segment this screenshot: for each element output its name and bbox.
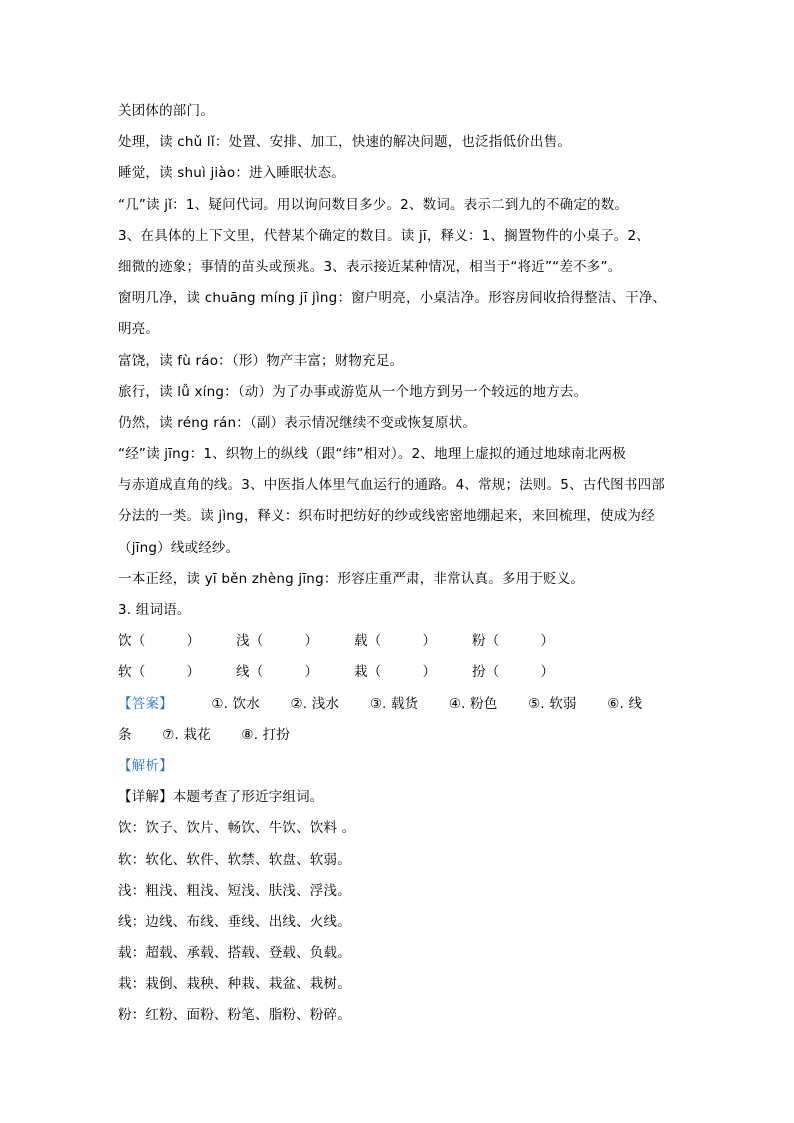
paragraph: 仍然，读 réng rán：（副）表示情况继续不变或恢复原状。 xyxy=(118,414,477,431)
paragraph: 与赤道成直角的线。3、中医指人体里气血运行的通路。4、常规；法则。5、古代图书四部 xyxy=(118,477,665,494)
analysis-detail: 【详解】本题考查了形近字组词。 xyxy=(118,789,324,806)
question-row-1 xyxy=(118,626,678,657)
paragraph: 富饶，读 fù ráo：（形）物产丰富；财物充足。 xyxy=(118,352,404,369)
answer-item: ④. 粉色 xyxy=(448,695,498,712)
paragraph: 细微的迹象；事情的苗头或预兆。3、表示接近某种情况，相当于“将近”“差不多”。 xyxy=(118,258,622,275)
paragraph: 旅行，读 lǚ xíng：（动）为了办事或游览从一个地方到另一个较远的地方去。 xyxy=(118,383,588,400)
blank-item: 栽（ ） xyxy=(354,664,437,681)
paragraph: 一本正经，读 yī běn zhèng jīng：形容庄重严肃，非常认真。多用于贬义。 xyxy=(118,570,585,587)
paragraph: 关团体的部门。 xyxy=(118,103,214,119)
word-group-item: 载：超载、承载、搭载、登载、负载。 xyxy=(118,945,351,962)
question-title: 3. 组词语。 xyxy=(118,602,191,618)
blank-item: 浅（ ） xyxy=(236,633,319,650)
answer-line-2 xyxy=(118,720,678,751)
word-group-item: 软：软化、软件、软禁、软盘、软弱。 xyxy=(118,851,351,868)
word-group-item: 浅：粗浅、粗浅、短浅、肤浅、浮浅。 xyxy=(118,882,351,899)
word-group-item: 粉：红粉、面粉、粉笔、脂粉、粉碎。 xyxy=(118,1007,351,1024)
answer-item: 条 xyxy=(118,726,132,743)
paragraph: 睡觉，读 shuì jiào：进入睡眠状态。 xyxy=(118,165,345,182)
paragraph: （jīng）线或经纱。 xyxy=(118,539,240,556)
word-group-item: 饮：饮子、饮片、畅饮、牛饮、饮料 。 xyxy=(118,820,356,837)
answer-item: ⑦. 栽花 xyxy=(162,726,211,743)
paragraph: 明亮。 xyxy=(118,321,160,338)
paragraph: 3、在具体的上下文里，代替某个确定的数目。读 jī，释义：1、搁置物件的小桌子。2、 xyxy=(118,227,650,244)
answer-item: ⑤. 软弱 xyxy=(528,695,577,712)
answer-item: ②. 浅水 xyxy=(290,695,340,712)
paragraph: 处理，读 chǔ lǐ：处置、安排、加工，快速的解决问题，也泛指低价出售。 xyxy=(118,134,572,151)
blank-item: 扮（ ） xyxy=(472,664,555,681)
answer-line-1 xyxy=(118,689,678,720)
blank-item: 饮（ ） xyxy=(118,633,201,650)
answer-item: ③. 载货 xyxy=(369,695,419,712)
question-row-2 xyxy=(118,657,678,688)
word-group-item: 栽：栽倒、栽秧、种栽、栽盆、栽树。 xyxy=(118,976,351,993)
blank-item: 线（ ） xyxy=(236,664,319,681)
blank-item: 载（ ） xyxy=(354,633,437,650)
word-group-item: 线：边线、布线、垂线、出线、火线。 xyxy=(118,913,351,930)
paragraph: “经”读 jīng：1、织物上的纵线（跟“纬”相对）。2、地理上虚拟的通过地球南北两极 xyxy=(118,446,626,463)
paragraph: 分法的一类。读 jìng，释义：织布时把纺好的纱或线密密地绷起来，来回梳理，使成为经 xyxy=(118,508,655,525)
document-page xyxy=(118,96,678,1032)
answer-label: 【答案】 xyxy=(118,695,173,712)
paragraph: 窗明几净，读 chuāng míng jī jìng：窗户明亮，小桌洁净。形容房间收拾得整洁、干净、 xyxy=(118,290,667,307)
answer-item: ⑥. 线 xyxy=(607,695,643,712)
analysis-label: 【解析】 xyxy=(118,757,173,774)
blank-item: 粉（ ） xyxy=(472,633,555,650)
paragraph: “几”读 jǐ：1、疑问代词。用以询问数目多少。2、数词。表示二到九的不确定的数。 xyxy=(118,196,629,213)
answer-item: ①. 饮水 xyxy=(211,695,260,712)
answer-item: ⑧. 打扮 xyxy=(241,726,291,743)
blank-item: 软（ ） xyxy=(118,664,201,681)
